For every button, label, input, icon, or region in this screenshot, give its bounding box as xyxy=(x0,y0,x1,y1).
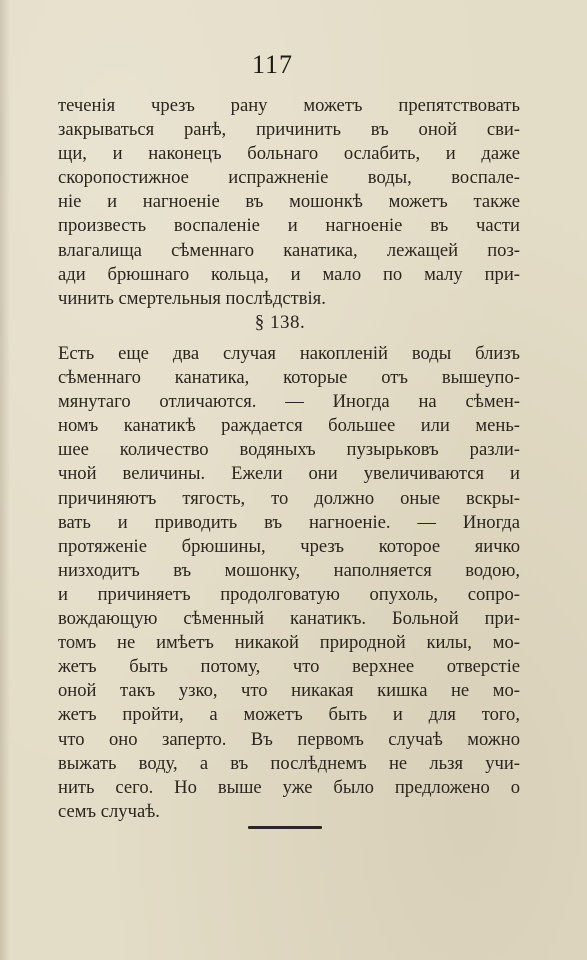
text-line: причиняютъ тягость, то должно оные вскры- xyxy=(58,487,520,509)
text-line: вождающую сѣменный канатикъ. Больной при- xyxy=(58,608,520,630)
text-line: нить сего. Но выше уже было предложено о xyxy=(58,776,520,798)
text-line: ніе и нагноеніе въ мошонкѣ можетъ также xyxy=(58,191,520,213)
text-line: жетъ быть потому, что верхнее отверстіе xyxy=(58,656,520,678)
text-line: оной такъ узко, что никакая кишка не мо- xyxy=(58,680,520,702)
paragraph-1 xyxy=(58,94,520,311)
text-line: томъ не имѣетъ никакой природной килы, мо- xyxy=(58,632,520,654)
text-line: жетъ пройти, а можетъ быть и для того, xyxy=(58,704,520,726)
text-line: мянутаго отличаются. — Иногда на сѣмен- xyxy=(58,391,520,413)
text-line: что оно заперто. Въ первомъ случаѣ можно xyxy=(58,728,520,750)
text-line: ади брюшнаго кольца, и мало по малу при- xyxy=(58,263,520,285)
text-line: низходитъ въ мошонку, наполняется водою, xyxy=(58,559,520,581)
spine-shadow xyxy=(0,0,10,960)
text-line: произвесть воспаленіе и нагноеніе въ части xyxy=(58,215,520,237)
text-line: скоропостижное испражненіе воды, воспале- xyxy=(58,167,520,189)
text-line: закрываться ранѣ, причинить въ оной сви- xyxy=(58,119,520,141)
text-line: чной величины. Ежели они увеличиваются и xyxy=(58,463,520,485)
text-line: теченія чрезъ рану можетъ препятствовать xyxy=(58,95,520,116)
text-line: сѣменнаго канатика, которые отъ вышеупо- xyxy=(58,367,520,389)
section-end-rule xyxy=(248,826,322,829)
text-line: влагалища сѣменнаго канатика, лежащей поз- xyxy=(58,239,520,261)
text-line: протяженіе брюшины, чрезъ которое яичко xyxy=(58,535,520,557)
text-line: и причиняетъ продолговатую опухоль, сопро- xyxy=(58,583,520,605)
text-line: номъ канатикѣ раждается большее или мень- xyxy=(58,415,520,437)
text-line: шее количество водяныхъ пузырьковъ разли- xyxy=(58,439,520,461)
text-line: вать и приводить въ нагноеніе. — Иногда xyxy=(58,511,520,533)
text-line: чинить смертельныя послѣдствія. xyxy=(58,287,326,309)
page-number: 117 xyxy=(251,50,294,79)
section-heading: § 138. xyxy=(254,312,306,333)
text-line: выжать воду, а въ послѣднемъ не льзя учи- xyxy=(58,752,520,774)
text-line: щи, и наконецъ больнаго ослабить, и даже xyxy=(58,143,520,165)
paragraph-2 xyxy=(58,342,520,824)
text-line: семъ случаѣ. xyxy=(58,800,160,822)
text-line: Есть еще два случая накопленій воды близъ xyxy=(58,343,520,364)
